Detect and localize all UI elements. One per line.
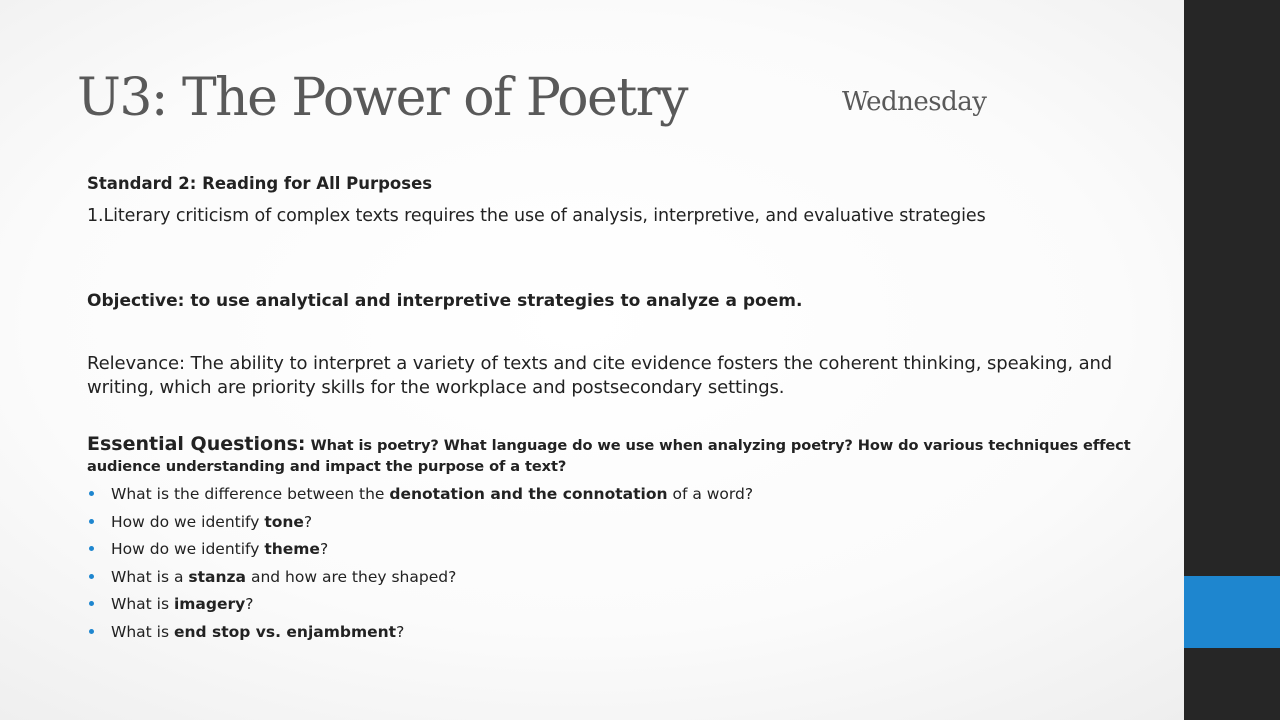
list-item-keyword: imagery bbox=[173, 595, 246, 614]
list-item-text-end: ? bbox=[319, 540, 329, 559]
list-item-keyword: denotation and the connotation bbox=[389, 485, 668, 503]
list-item-text: What is bbox=[111, 595, 174, 614]
list-item bbox=[89, 484, 1149, 512]
list-item-keyword: tone bbox=[264, 512, 304, 531]
title-row bbox=[77, 62, 1137, 134]
list-item bbox=[89, 622, 1149, 650]
bullet-icon bbox=[89, 601, 94, 606]
bullet-icon bbox=[89, 546, 94, 551]
list-item-keyword: stanza bbox=[188, 567, 247, 586]
bullet-icon bbox=[89, 519, 94, 524]
list-item bbox=[89, 567, 1149, 595]
list-item-text: What is a bbox=[111, 567, 189, 586]
question-list bbox=[89, 484, 1149, 650]
list-item bbox=[89, 594, 1149, 622]
day-label: Wednesday bbox=[842, 87, 987, 117]
objective: Objective: to use analytical and interpretive strategies to analyze a poem. bbox=[87, 291, 803, 311]
list-item-text: What is bbox=[111, 622, 174, 641]
list-item bbox=[89, 539, 1149, 567]
bullet-icon bbox=[89, 629, 94, 634]
list-item-keyword: theme bbox=[264, 540, 320, 559]
slide-title: U3: The Power of Poetry bbox=[77, 68, 687, 128]
standard-item: 1.Literary criticism of complex texts requires the use of analysis, interpretive, and evaluative strategies bbox=[87, 206, 986, 226]
list-item-text-end: ? bbox=[303, 512, 313, 531]
essential-questions-label: Essential Questions: bbox=[87, 433, 306, 455]
list-item-text-end: of a word? bbox=[667, 485, 754, 503]
standard-heading: Standard 2: Reading for All Purposes bbox=[87, 174, 433, 193]
list-item-text: How do we identify bbox=[111, 512, 265, 531]
list-item-text: How do we identify bbox=[111, 540, 265, 559]
essential-questions-text: What is poetry? What language do we use when analyzing poetry? How do various techniques effect audience understanding and impact the purpose of a text? bbox=[87, 437, 1131, 475]
bullet-icon bbox=[89, 491, 94, 496]
list-item-text: What is the difference between the bbox=[111, 485, 390, 503]
list-item bbox=[89, 512, 1149, 540]
list-item-text-end: ? bbox=[396, 622, 405, 641]
bullet-icon bbox=[89, 574, 94, 579]
side-accent-block bbox=[1184, 576, 1280, 648]
relevance: Relevance: The ability to interpret a variety of texts and cite evidence fosters the coherent thinking, speaking, and writing, which are priority skills for the workplace and postsecondary settings. bbox=[87, 353, 1113, 398]
list-item-text-end: and how are they shaped? bbox=[246, 567, 457, 586]
list-item-keyword: end stop vs. enjambment bbox=[173, 622, 397, 641]
essential-questions bbox=[87, 434, 1157, 477]
list-item-text-end: ? bbox=[245, 595, 254, 614]
